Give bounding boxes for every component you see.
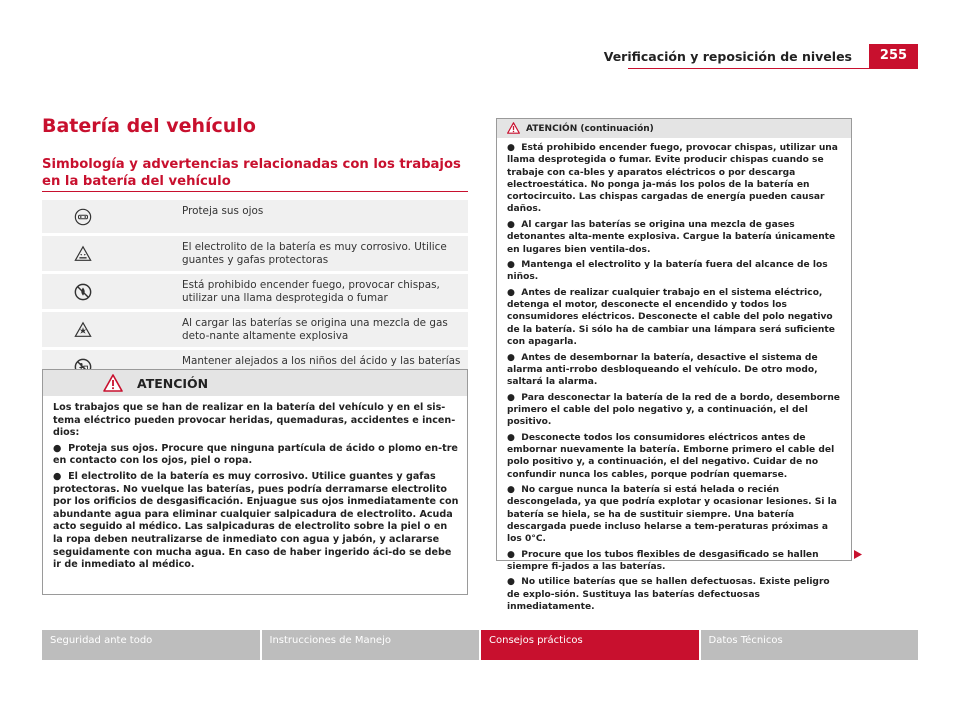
symbol-text: Mantener alejados a los niños del ácido y las baterías <box>182 355 461 367</box>
warning-item-text: No cargue nunca la batería si está helada o recién descongelada, ya que podría explotar y ocasionar lesiones. Si la batería se hiela, se ha de sustituir siempre. Una batería descargada puede incluso helarse a tem-peraturas próximas a los 0°C. <box>507 485 837 545</box>
warning-item <box>507 352 843 389</box>
bullet: ● <box>507 432 515 443</box>
section-title: Batería del vehículo <box>42 115 256 137</box>
symbol-row <box>42 274 468 309</box>
warning-item <box>53 471 459 572</box>
continue-arrow-icon <box>853 545 863 564</box>
bullet: ● <box>507 260 515 271</box>
warning-item <box>507 219 843 256</box>
footer-nav <box>42 630 918 660</box>
warning-header <box>43 370 467 396</box>
warning-continuation-label: ATENCIÓN (continuación) <box>526 123 654 134</box>
explosive-icon <box>42 312 182 347</box>
warning-label: ATENCIÓN <box>137 375 209 391</box>
symbol-text: Está prohibido encender fuego, provocar chispas, utilizar una llama desprotegida o fumar <box>182 279 440 304</box>
bullet: ● <box>507 392 515 403</box>
warning-item <box>507 484 843 545</box>
warning-continuation-header <box>497 119 851 138</box>
warning-item <box>507 432 843 481</box>
no-fire-icon <box>42 274 182 309</box>
warning-item <box>507 392 843 429</box>
warning-continuation-body <box>497 138 851 613</box>
corrosive-icon <box>42 236 182 271</box>
warning-intro: Los trabajos que se han de realizar en la batería del vehículo y en el sis-tema eléctrico pueden provocar heridas, quemaduras, accidentes e incen-dios: <box>53 402 456 439</box>
subsection-title: Simbología y advertencias relacionadas con los trabajos en la batería del vehículo <box>42 157 461 189</box>
warning-item-text: Procure que los tubos flexibles de desgasificado se hallen siempre fi-jados a las baterías. <box>507 549 819 572</box>
warning-item-text: Proteja sus ojos. Procure que ninguna partícula de ácido o plomo en-tre en contacto con los ojos, piel o ropa. <box>53 442 458 467</box>
warning-item <box>507 287 843 348</box>
warning-item-text: Antes de realizar cualquier trabajo en el sistema eléctrico, detenga el motor, desconecte el encendido y todos los consumidores eléctricos. Desconecte el cable del polo negativo de la batería. Si sólo ha de cambiar una lámpara será suficiente con apagarla. <box>507 287 835 348</box>
bullet: ● <box>507 485 515 496</box>
footer-tab-seguridad[interactable]: Seguridad ante todo <box>42 630 260 660</box>
footer-tab-consejos[interactable]: Consejos prácticos <box>481 630 699 660</box>
bullet: ● <box>507 287 515 298</box>
warning-item-text: No utilice baterías que se hallen defectuosas. Existe peligro de explo-sión. Sustituya las baterías defectuosas inmediatamente. <box>507 577 830 613</box>
symbol-row <box>42 236 468 271</box>
warning-item-text: Desconecte todos los consumidores eléctricos antes de embornar nuevamente la batería. Emborne primero el cable del polo positivo y, a continuación, el del negativo. Cuidar de no confundir nunca los cables, porque podrían quemarse. <box>507 432 835 480</box>
warning-box <box>42 369 468 595</box>
warning-item <box>53 443 459 468</box>
warning-body <box>43 396 467 572</box>
footer-tab-instrucciones[interactable]: Instrucciones de Manejo <box>262 630 480 660</box>
symbol-row <box>42 312 468 347</box>
bullet: ● <box>507 143 515 153</box>
bullet: ● <box>507 219 515 230</box>
header-rule <box>628 68 918 69</box>
warning-item <box>507 576 843 613</box>
symbol-row <box>42 200 468 233</box>
warning-continuation-box <box>496 118 852 613</box>
warning-item <box>507 142 843 216</box>
warning-triangle-icon <box>103 374 123 396</box>
symbol-table <box>42 200 468 386</box>
warning-item-text: Está prohibido encender fuego, provocar chispas, utilizar una llama desprotegida o fumar. Evite producir chispas cuando se trabaje con ca-bles y aparatos eléctricos o por descarga electroestática. No ponga ja-más los polos de la batería en cortocircuito. Las chispas cargadas de energía pueden causar daños. <box>507 143 838 215</box>
symbol-text: Proteja sus ojos <box>182 205 264 217</box>
subsection-rule <box>42 191 468 192</box>
bullet: ● <box>53 470 62 482</box>
running-header-title: Verificación y reposición de niveles <box>603 49 852 64</box>
page-number: 255 <box>869 44 918 68</box>
warning-triangle-icon <box>507 119 520 138</box>
footer-tab-datos[interactable]: Datos Técnicos <box>701 630 919 660</box>
warning-item-text: Al cargar las baterías se origina una mezcla de gases detonantes alta-mente explosiva. Cargue la batería únicamente en lugares bien ventila-dos. <box>507 219 836 255</box>
warning-item-text: Mantenga el electrolito y la batería fuera del alcance de los niños. <box>507 260 828 283</box>
bullet: ● <box>507 577 515 588</box>
eye-protection-icon <box>42 200 182 233</box>
symbol-text: Al cargar las baterías se origina una mezcla de gas deto-nante altamente explosiva <box>182 317 448 342</box>
warning-item <box>507 259 843 284</box>
bullet: ● <box>53 442 62 454</box>
warning-item-text: El electrolito de la batería es muy corrosivo. Utilice guantes y gafas protectoras. No vuelque las baterías, pues podría derramarse electrolito por los orificios de desgasificación. Enjuague sus ojos inmediatamente con abundante agua para eliminar cualquier salpicadura de electrolito. Acuda acto seguido al médico. Las salpicaduras de electrolito sobre la piel o en la ropa deben neutralizarse de inmediato con agua y jabón, y aclararse seguidamente con mucha agua. En caso de haber ingerido áci-do se debe ir de inmediato al médico. <box>53 470 459 571</box>
bullet: ● <box>507 549 515 560</box>
symbol-text: El electrolito de la batería es muy corrosivo. Utilice guantes y gafas protectoras <box>182 241 447 266</box>
warning-item <box>507 549 843 574</box>
warning-item-text: Antes de desembornar la batería, desactive el sistema de alarma anti-rrobo desbloqueando el vehículo. De otro modo, saltará la alarma. <box>507 352 818 388</box>
warning-item-text: Para desconectar la batería de la red de a bordo, desemborne primero el cable del polo negativo y, a continuación, el del positivo. <box>507 392 840 428</box>
bullet: ● <box>507 352 515 363</box>
